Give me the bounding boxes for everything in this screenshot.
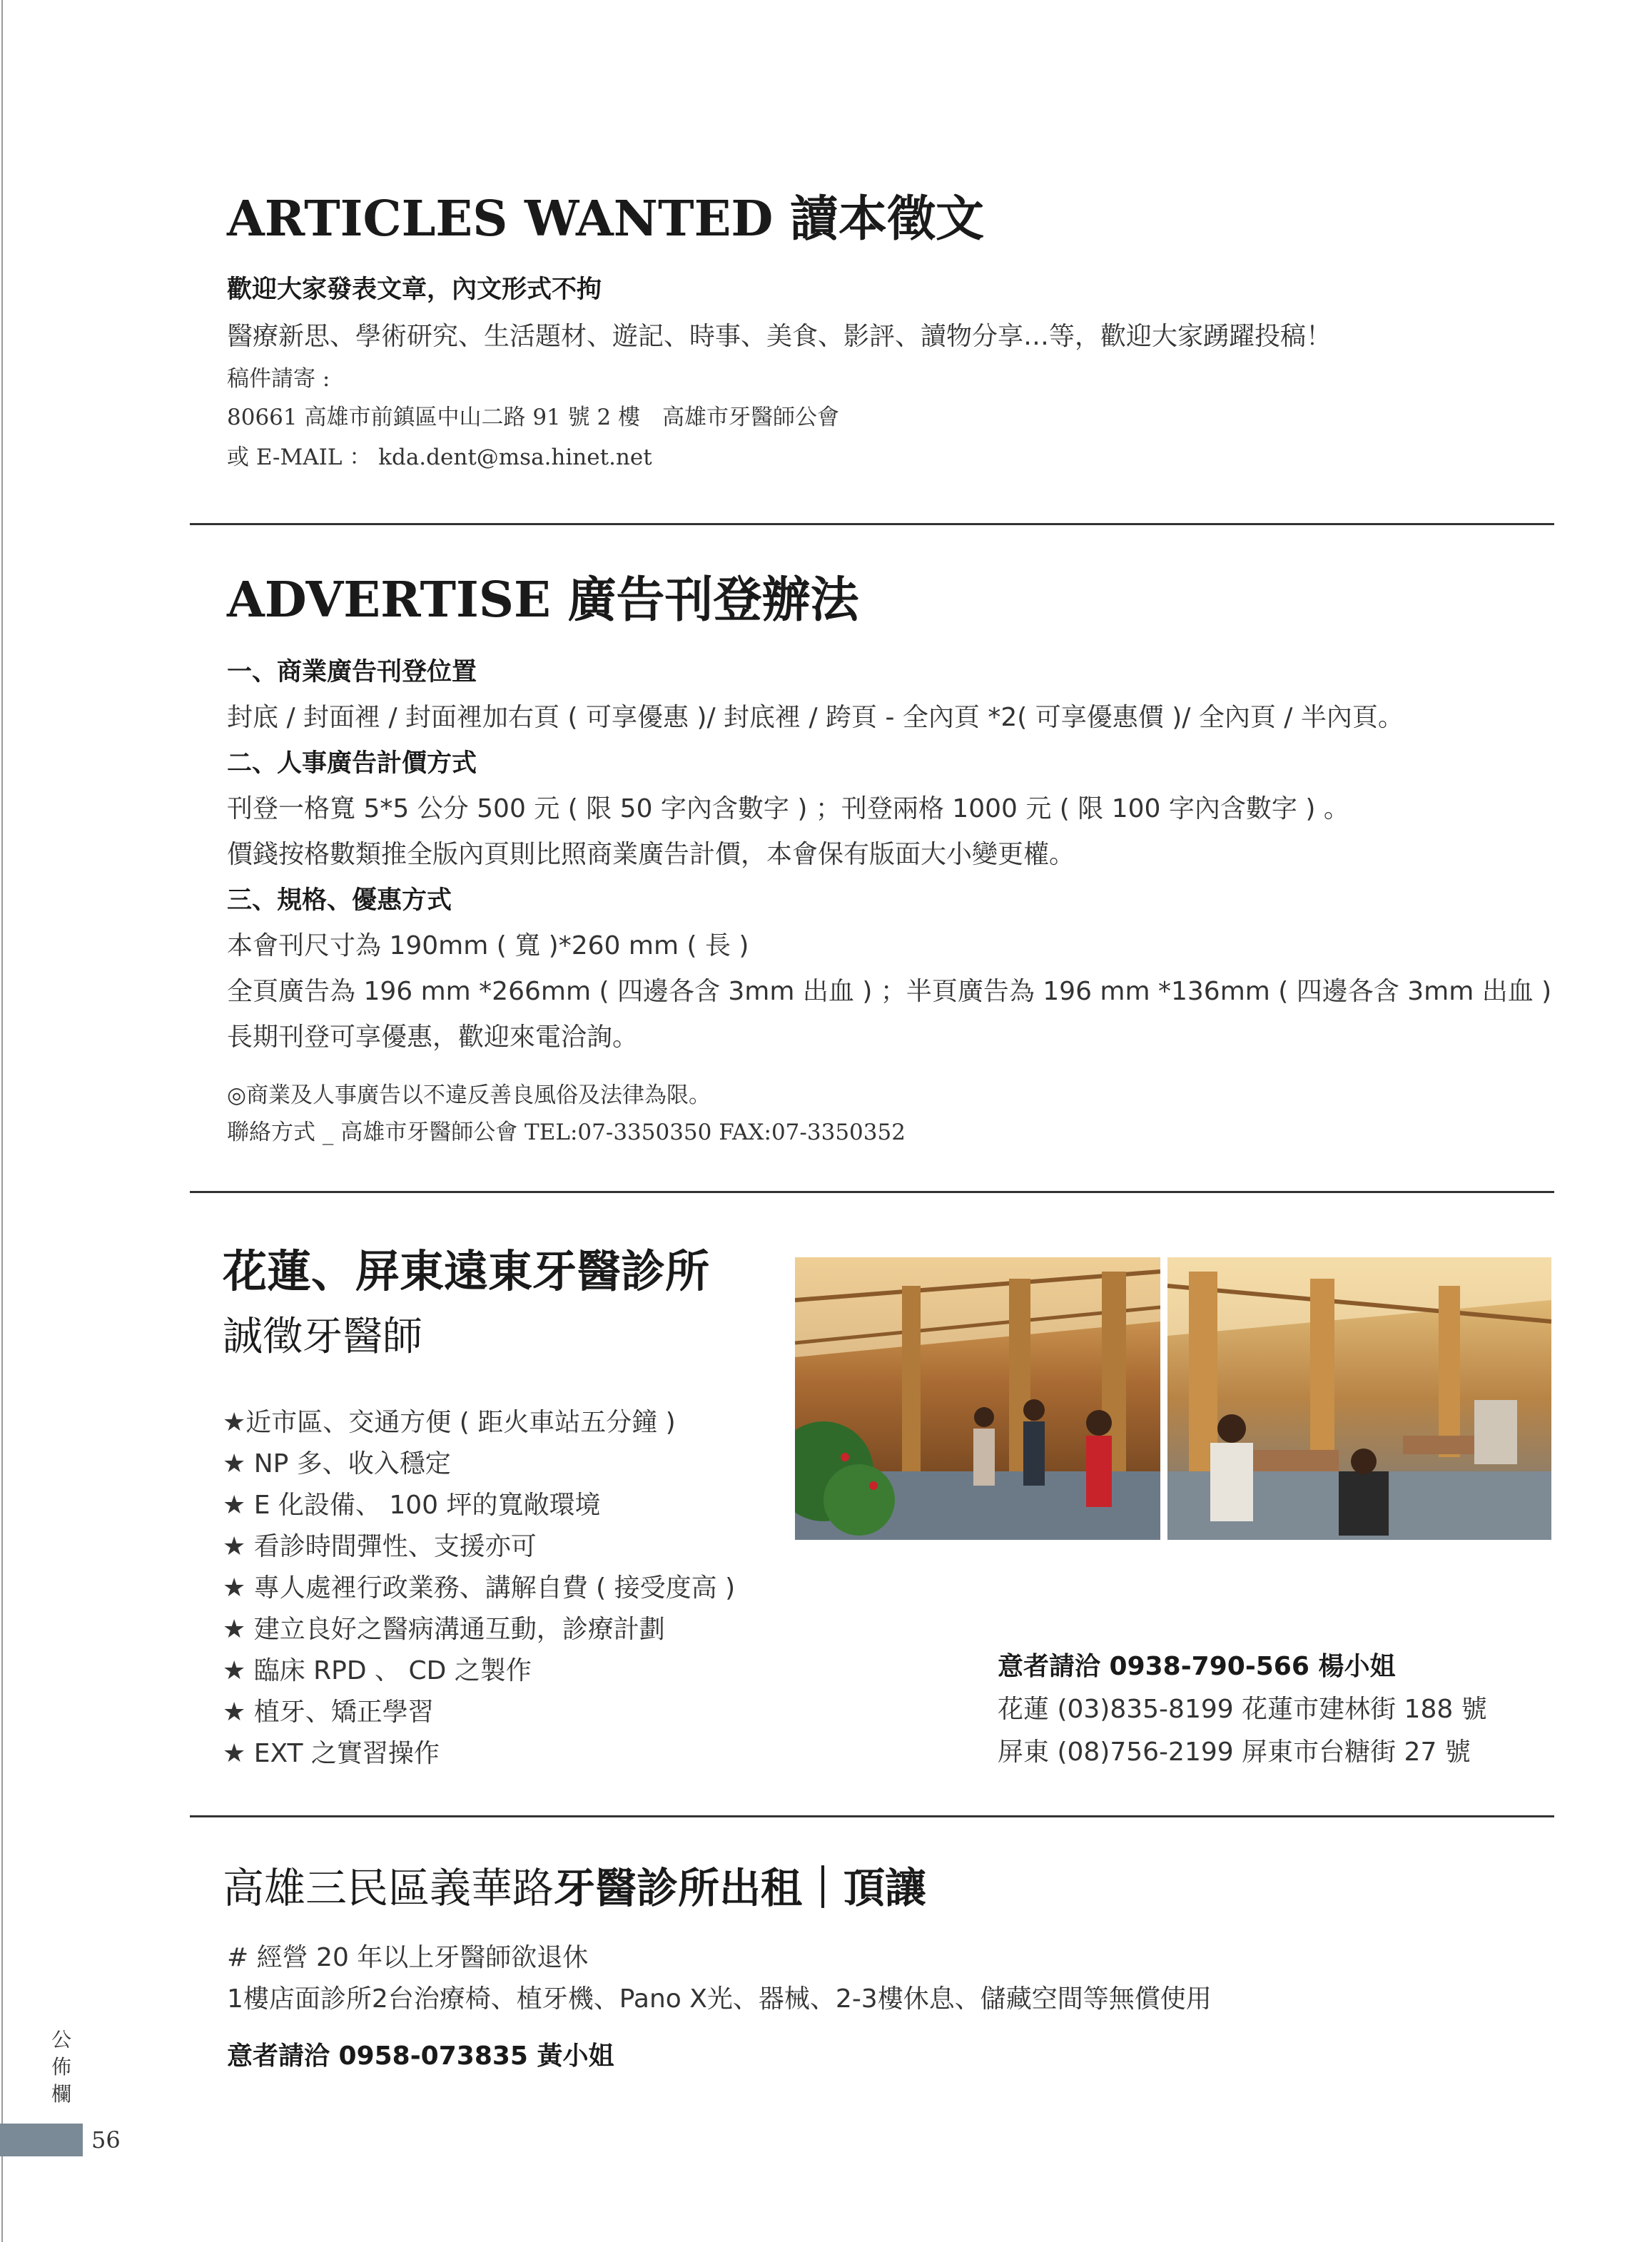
articles-mail-label: 稿件請寄 : bbox=[227, 366, 330, 392]
feature-item: ★ NP 多、收入穩定 bbox=[223, 1449, 451, 1478]
clinic-subtitle: 誠徵牙醫師 bbox=[223, 1314, 422, 1360]
advertise-contact: 聯絡方式 _ 高雄市牙醫師公會 TEL:07-3350350 FAX:07-3350352 bbox=[227, 1120, 906, 1145]
section-divider bbox=[190, 1815, 1554, 1817]
clinic-waiting-room-photo bbox=[795, 1257, 1160, 1540]
advertise-ad-sizes: 全頁廣告為 196 mm *266mm ( 四邊各含 3mm 出血 ) ；半頁廣告為 196 mm *136mm ( 四邊各含 3mm 出血 ) bbox=[227, 977, 1552, 1006]
clinic-title: 花蓮、屏東遠東牙醫診所 bbox=[223, 1245, 710, 1297]
rental-title-offer: 牙醫診所出租｜頂讓 bbox=[554, 1864, 927, 1912]
advertise-title: ADVERTISE 廣告刊登辦法 bbox=[227, 572, 859, 629]
clinic-contact-hualien: 花蓮 (03)835-8199 花蓮市建林街 188 號 bbox=[998, 1695, 1487, 1724]
advertise-heading-1: 一、商業廣告刊登位置 bbox=[227, 658, 477, 686]
page-number: 56 bbox=[91, 2126, 121, 2154]
rental-contact: 意者請洽 0958-073835 黃小姐 bbox=[227, 2041, 614, 2071]
advertise-positions: 封底 / 封面裡 / 封面裡加右頁 ( 可享優惠 )/ 封底裡 / 跨頁 - 全內頁 *2( 可享優惠價 )/ 全內頁 / 半內頁。 bbox=[227, 703, 1404, 732]
feature-item: ★ 建立良好之醫病溝通互動，診療計劃 bbox=[223, 1615, 665, 1644]
articles-intro: 歡迎大家發表文章，內文形式不拘 bbox=[227, 275, 602, 304]
rental-title bbox=[223, 1860, 926, 1917]
feature-item: ★ EXT 之實習操作 bbox=[223, 1739, 440, 1768]
feature-item: ★近市區、交通方便 ( 距火車站五分鐘 ) bbox=[223, 1408, 676, 1437]
articles-address: 80661 高雄市前鎮區中山二路 91 號 2 樓 高雄市牙醫師公會 bbox=[227, 405, 840, 430]
clinic-contact-person: 意者請洽 0938-790-566 楊小姐 bbox=[998, 1652, 1396, 1681]
clinic-lounge-photo bbox=[1167, 1257, 1551, 1540]
advertise-discount: 長期刊登可享優惠，歡迎來電洽詢。 bbox=[227, 1023, 639, 1052]
advertise-heading-3: 三、規格、優惠方式 bbox=[227, 886, 452, 915]
section-label: 公佈欄 bbox=[51, 2028, 71, 2106]
rental-facilities: 1樓店面診所2台治療椅、植牙機、Pano X光、器械、2-3樓休息、儲藏空間等無償使用 bbox=[227, 1984, 1212, 2014]
advertise-size: 本會刊尺寸為 190mm ( 寬 )*260 mm ( 長 ) bbox=[227, 931, 749, 960]
articles-email: 或 E-MAIL ： kda.dent@msa.hinet.net bbox=[227, 445, 652, 470]
rental-retire-note: # 經營 20 年以上牙醫師欲退休 bbox=[227, 1943, 589, 1972]
feature-item: ★ 植牙、矯正學習 bbox=[223, 1698, 434, 1727]
page-border bbox=[1, 0, 3, 2242]
articles-title: ARTICLES WANTED 讀本徵文 bbox=[227, 191, 985, 248]
rental-title-location: 高雄三民區義華路 bbox=[223, 1864, 554, 1912]
section-divider bbox=[190, 1191, 1554, 1193]
advertise-heading-2: 二、人事廣告計價方式 bbox=[227, 749, 477, 778]
clinic-contact-pingtung: 屏東 (08)756-2199 屏東市台糖街 27 號 bbox=[998, 1738, 1471, 1767]
feature-item: ★ 臨床 RPD 、 CD 之製作 bbox=[223, 1656, 532, 1685]
feature-item: ★ 專人處裡行政業務、講解自費 ( 接受度高 ) bbox=[223, 1573, 736, 1603]
articles-topics: 醫療新思、學術研究、生活題材、遊記、時事、美食、影評、讀物分享…等，歡迎大家踴躍投稿！ bbox=[227, 322, 1332, 351]
feature-item: ★ 看診時間彈性、支援亦可 bbox=[223, 1532, 537, 1561]
page-tab-bar bbox=[0, 2124, 83, 2156]
section-divider bbox=[190, 523, 1554, 525]
advertise-price-2: 價錢按格數類推全版內頁則比照商業廣告計價，本會保有版面大小變更權。 bbox=[227, 840, 1075, 869]
feature-item: ★ E 化設備、 100 坪的寬敞環境 bbox=[223, 1491, 601, 1520]
advertise-price-1: 刊登一格寬 5*5 公分 500 元 ( 限 50 字內含數字 ) ；刊登兩格 1000 元 ( 限 100 字內含數字 ) 。 bbox=[227, 794, 1349, 823]
advertise-note: ◎商業及人事廣告以不違反善良風俗及法律為限。 bbox=[227, 1082, 711, 1108]
